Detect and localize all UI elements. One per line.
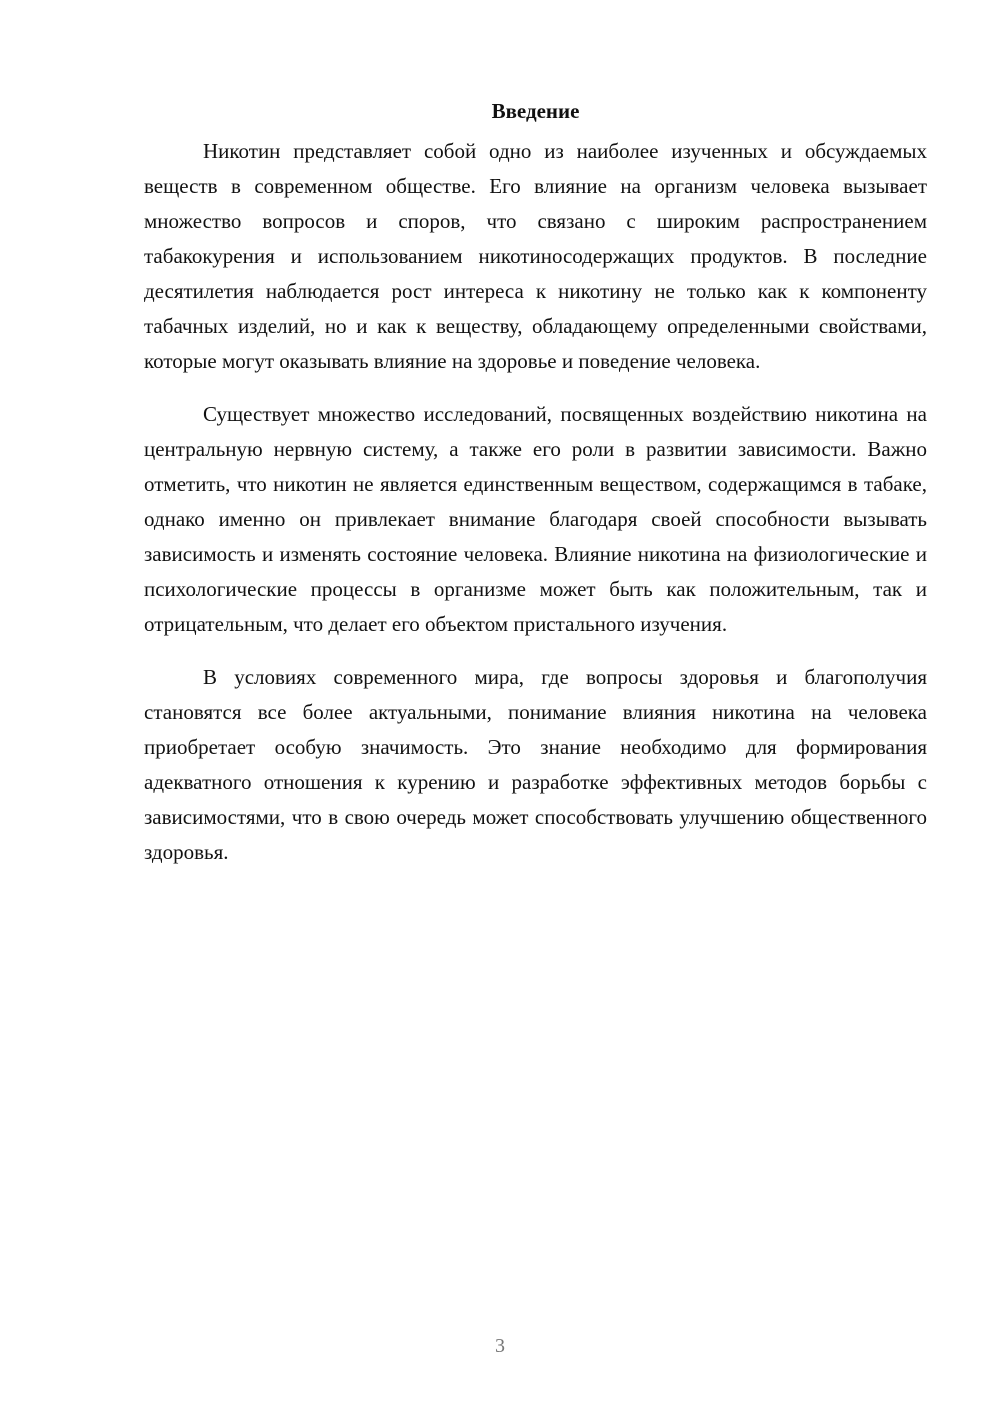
paragraph-1: Никотин представляет собой одно из наиболее изученных и обсуждаемых веществ в современном обществе. Его влияние на организм человека вызывает множество вопросов и споров, что связано с широким распространением табакокурения и использованием никотиносодержащих продуктов. В последние десятилетия наблюдается рост интереса к никотину не только как к компоненту табачных изделий, но и как к веществу, обладающему определенными свойствами, которые могут оказывать влияние на здоровье и поведение человека. — [144, 139, 927, 373]
paragraph-3: В условиях современного мира, где вопросы здоровья и благополучия становятся все более актуальными, понимание влияния никотина на человека приобретает особую значимость. Это знание необходимо для формирования адекватного отношения к курению и разработке эффективных методов борьбы с зависимостями, что в свою очередь может способствовать улучшению общественного здоровья. — [144, 665, 927, 864]
page-content — [144, 96, 927, 888]
page-number: 3 — [495, 1335, 505, 1357]
section-heading: Введение — [491, 99, 580, 123]
paragraph-2: Существует множество исследований, посвященных воздействию никотина на центральную нервную систему, а также его роли в развитии зависимости. Важно отметить, что никотин не является единственным веществом, содержащимся в табаке, однако именно он привлекает внимание благодаря своей способности вызывать зависимость и изменять состояние человека. Влияние никотина на физиологические и психологические процессы в организме может быть как положительным, так и отрицательным, что делает его объектом пристального изучения. — [144, 402, 927, 636]
